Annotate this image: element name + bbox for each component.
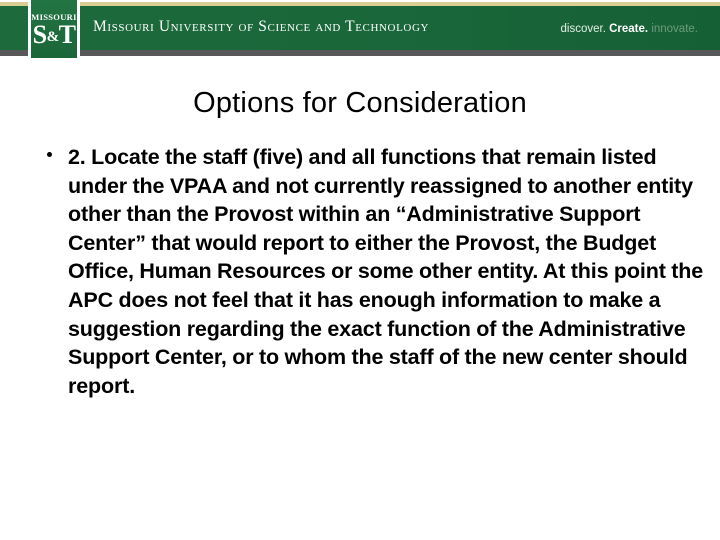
slide-body (0, 143, 720, 400)
tagline-innovate: innovate. (651, 23, 698, 35)
tagline-create: Create. (609, 23, 649, 35)
banner-bottom-white-strip (0, 56, 720, 60)
slide-title: Options for Consideration (193, 87, 527, 120)
bullet-marker-icon (47, 152, 52, 157)
logo-letter-t: T (58, 19, 76, 49)
logo-missouri-text: MISSOURI (31, 12, 77, 23)
logo-letter-s: S (32, 19, 47, 49)
logo-ampersand-icon: & (46, 28, 59, 45)
university-wordmark: Missouri University of Science and Technology (93, 18, 430, 35)
logo-st-text (32, 19, 76, 49)
logo-green-box (31, 0, 77, 58)
brand-tagline (561, 24, 698, 36)
bullet-list-item (0, 143, 720, 400)
tagline-discover: discover. (560, 23, 606, 35)
missouri-st-logo (28, 0, 80, 60)
bullet-item-text: 2. Locate the staff (five) and all functions that remain listed under the VPAA and not currently reassigned to another entity other than the Provost within an “Administrative Support Center” that would report to either the Provost, the Budget Office, Human Resources or some other entity. At this point the APC does not feel that it has enough information to make a suggestion regarding the exact function of the Administrative Support Center, or to whom the staff of the new center should report. (68, 145, 708, 398)
